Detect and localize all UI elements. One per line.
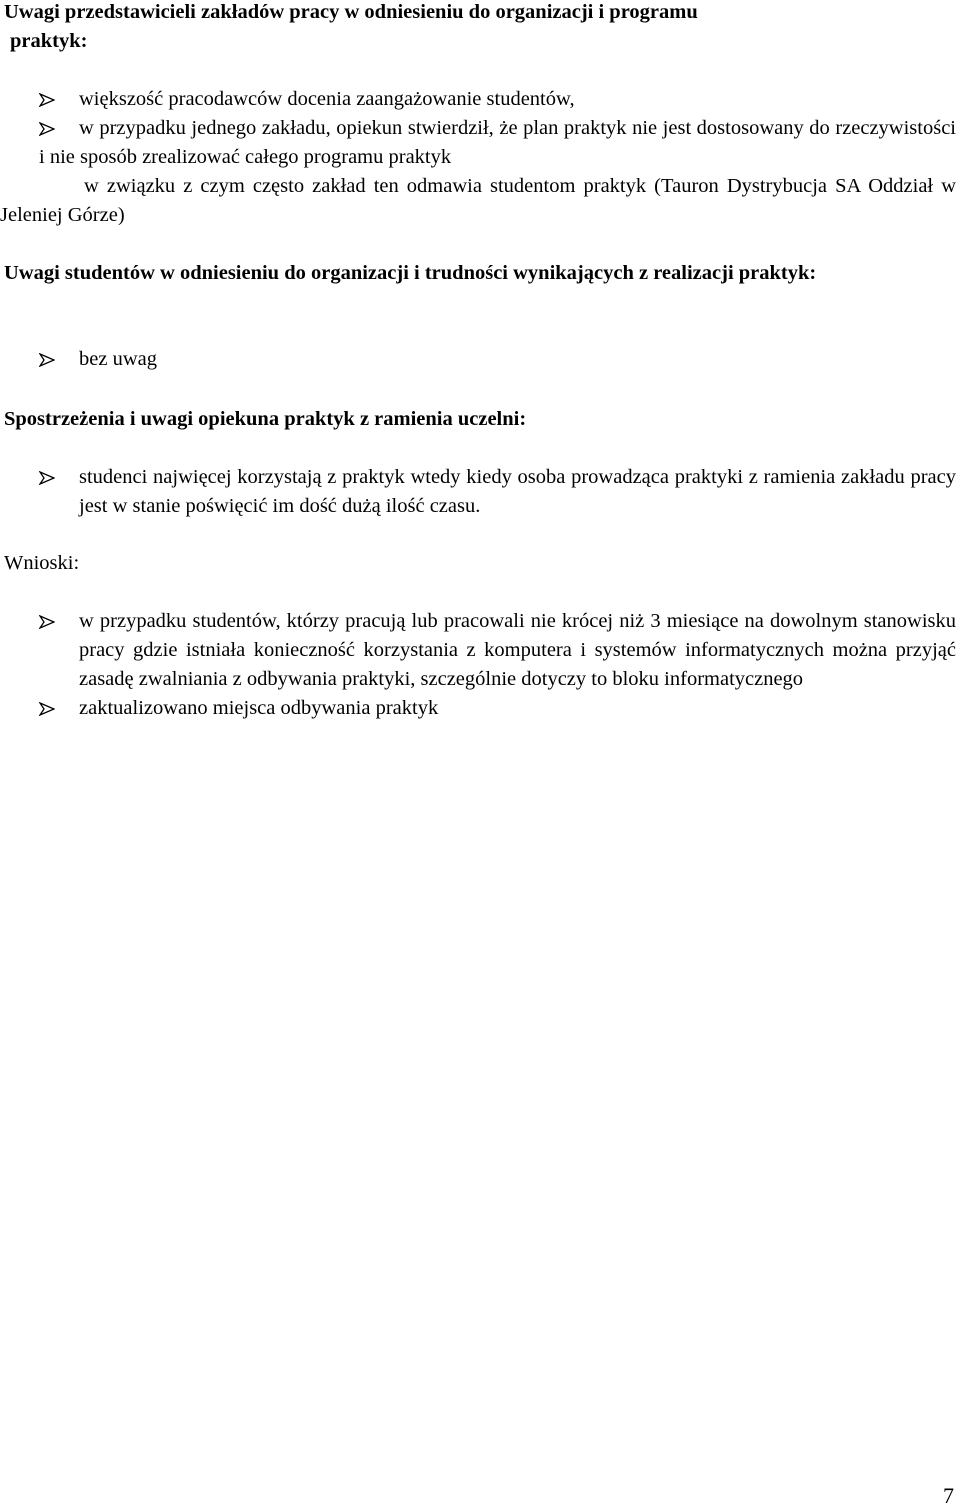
list-item-text: zaktualizowano miejsca odbywania praktyk: [79, 697, 439, 719]
students-remarks-list: [0, 345, 956, 374]
list-item: [0, 607, 956, 694]
section-heading-employers-line1: Uwagi przedstawicieli zakładów pracy w odniesieniu do organizacji i programu: [4, 1, 698, 23]
section-heading-employers: [4, 0, 956, 56]
list-item: [0, 114, 956, 230]
section-heading-employers-line2: praktyk:: [10, 30, 88, 52]
arrow-bullet-icon: [39, 122, 55, 136]
page-number: 7: [943, 1483, 954, 1508]
list-item-text: w przypadku studentów, którzy pracują lub pracowali nie krócej niż 3 miesiące na dowolnym stanowisku pracy gdzie istniała konieczność korzystania z komputera i systemów informatycznych można przyjąć zasadę zwalniania z odbywania praktyki, szczególnie dotyczy to bloku informatycznego: [79, 610, 956, 690]
list-item-text-part-a: [39, 114, 956, 172]
section-heading-conclusions: Wnioski:: [4, 552, 80, 574]
list-item: [0, 463, 956, 521]
list-item-text-a: w przypadku jednego zakładu, opiekun stwierdził, że plan praktyk nie jest dostosowany do rzeczywistości i nie sposób zrealizować całego programu praktyk: [39, 117, 956, 168]
conclusions-list: [0, 607, 956, 723]
list-item: [0, 345, 956, 374]
arrow-bullet-icon: [39, 353, 55, 367]
list-item-text-b: w związku z czym często zakład ten odmawia studentom praktyk (Tauron Dystrybucja SA Oddział w Jeleniej Górze): [0, 175, 956, 226]
arrow-bullet-icon: [39, 471, 55, 485]
list-item: [0, 694, 956, 723]
list-item: [0, 85, 956, 114]
arrow-bullet-icon: [39, 615, 55, 629]
list-item-text: większość pracodawców docenia zaangażowanie studentów,: [79, 88, 575, 110]
supervisor-remarks-list: [0, 463, 956, 521]
section-heading-supervisor: Spostrzeżenia i uwagi opiekuna praktyk z ramienia uczelni:: [4, 408, 527, 430]
arrow-bullet-icon: [39, 93, 55, 107]
employers-remarks-list: [0, 85, 956, 230]
arrow-bullet-icon: [39, 702, 55, 716]
list-item-text: bez uwag: [79, 348, 157, 370]
list-item-text-part-b: [0, 172, 956, 230]
section-heading-students: Uwagi studentów w odniesieniu do organizacji i trudności wynikających z realizacji praktyk:: [4, 262, 817, 284]
list-item-text: studenci najwięcej korzystają z praktyk wtedy kiedy osoba prowadząca praktyki z ramienia zakładu pracy jest w stanie poświęcić im dość dużą ilość czasu.: [79, 466, 956, 517]
